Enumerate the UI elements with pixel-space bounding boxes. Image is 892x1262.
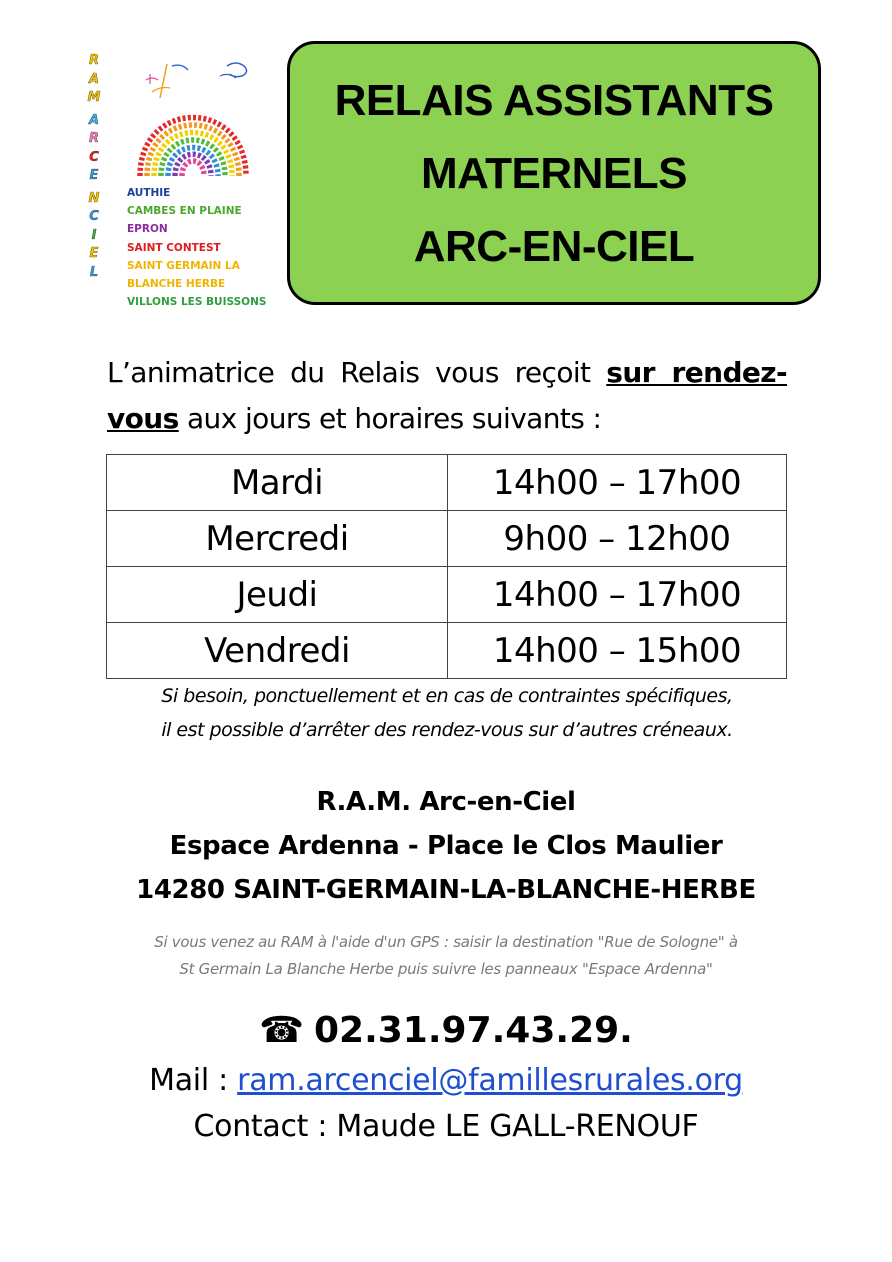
table-row <box>107 567 787 623</box>
hours-cell: 14h00 – 17h00 <box>448 455 787 511</box>
day-cell: Mercredi <box>107 511 448 567</box>
logo-letter: A <box>88 112 100 128</box>
hours-cell: 14h00 – 15h00 <box>448 623 787 679</box>
title-line: RELAIS ASSISTANTS <box>334 75 774 125</box>
commune-name: SAINT GERMAIN LA <box>127 259 240 272</box>
commune-name: AUTHIE <box>127 187 171 199</box>
phone-number[interactable]: 02.31.97.43.29. <box>313 1010 633 1051</box>
hours-cell: 14h00 – 17h00 <box>448 567 787 623</box>
logo-letter: C <box>89 149 99 165</box>
intro-paragraph <box>107 350 787 442</box>
day-cell: Jeudi <box>107 567 448 623</box>
mail-label: Mail : <box>149 1063 238 1098</box>
table-row <box>107 455 787 511</box>
table-row <box>107 623 787 679</box>
address-line: Espace Ardenna - Place le Clos Maulier <box>169 831 723 861</box>
logo-letter: A <box>88 71 100 87</box>
schedule-note <box>107 679 787 747</box>
address-line: R.A.M. Arc-en-Ciel <box>316 787 576 817</box>
logo-letter: M <box>87 90 101 105</box>
logo-letter: I <box>91 227 97 243</box>
gps-line: Si vous venez au RAM à l'aide d'un GPS : saisir la destination "Rue de Sologne" à <box>154 933 738 951</box>
logo-vertical-word <box>86 52 102 282</box>
phone-line <box>0 1004 892 1058</box>
logo-letter: L <box>89 264 99 280</box>
logo-letter: R <box>88 131 99 146</box>
address-line: 14280 SAINT-GERMAIN-LA-BLANCHE-HERBE <box>136 875 756 905</box>
title-line: ARC-EN-CIEL <box>413 221 695 271</box>
commune-name: EPRON <box>127 223 168 236</box>
title-line: MATERNELS <box>420 148 687 198</box>
day-cell: Mardi <box>107 455 448 511</box>
logo-letter: E <box>89 168 99 183</box>
logo-letter: N <box>88 190 100 206</box>
title-box <box>287 41 821 305</box>
commune-name: SAINT CONTEST <box>127 241 221 254</box>
table-row <box>107 511 787 567</box>
intro-emphasis: sur rendez-vous <box>107 356 787 435</box>
day-cell: Vendredi <box>107 623 448 679</box>
gps-instructions <box>0 929 892 983</box>
logo-letter: E <box>89 246 99 261</box>
commune-name: VILLONS LES BUISSONS <box>127 296 267 309</box>
intro-text: L’animatrice du Relais vous reçoit <box>107 356 607 389</box>
gps-line: St Germain La Blanche Herbe puis suivre les panneaux "Espace Ardenna" <box>179 960 713 978</box>
address-block <box>0 780 892 912</box>
schedule-table <box>106 454 787 679</box>
intro-text-end: aux jours et horaires suivants : <box>178 402 602 435</box>
logo-letter: R <box>88 53 99 68</box>
contact-person: Contact : Maude LE GALL-RENOUF <box>193 1109 699 1144</box>
commune-name: BLANCHE HERBE <box>127 278 226 291</box>
logo-letter: C <box>89 209 99 224</box>
rainbow-logo-icon <box>132 58 254 176</box>
communes-list <box>127 184 266 311</box>
commune-name: CAMBES EN PLAINE <box>127 205 242 218</box>
note-line: Si besoin, ponctuellement et en cas de contraintes spécifiques, <box>161 685 733 707</box>
mail-line <box>0 1058 892 1104</box>
email-link[interactable]: ram.arcenciel@famillesrurales.org <box>237 1063 743 1098</box>
note-line: il est possible d’arrêter des rendez-vous sur d’autres créneaux. <box>161 719 733 741</box>
telephone-icon: ☎ <box>259 1010 304 1051</box>
hours-cell: 9h00 – 12h00 <box>448 511 787 567</box>
